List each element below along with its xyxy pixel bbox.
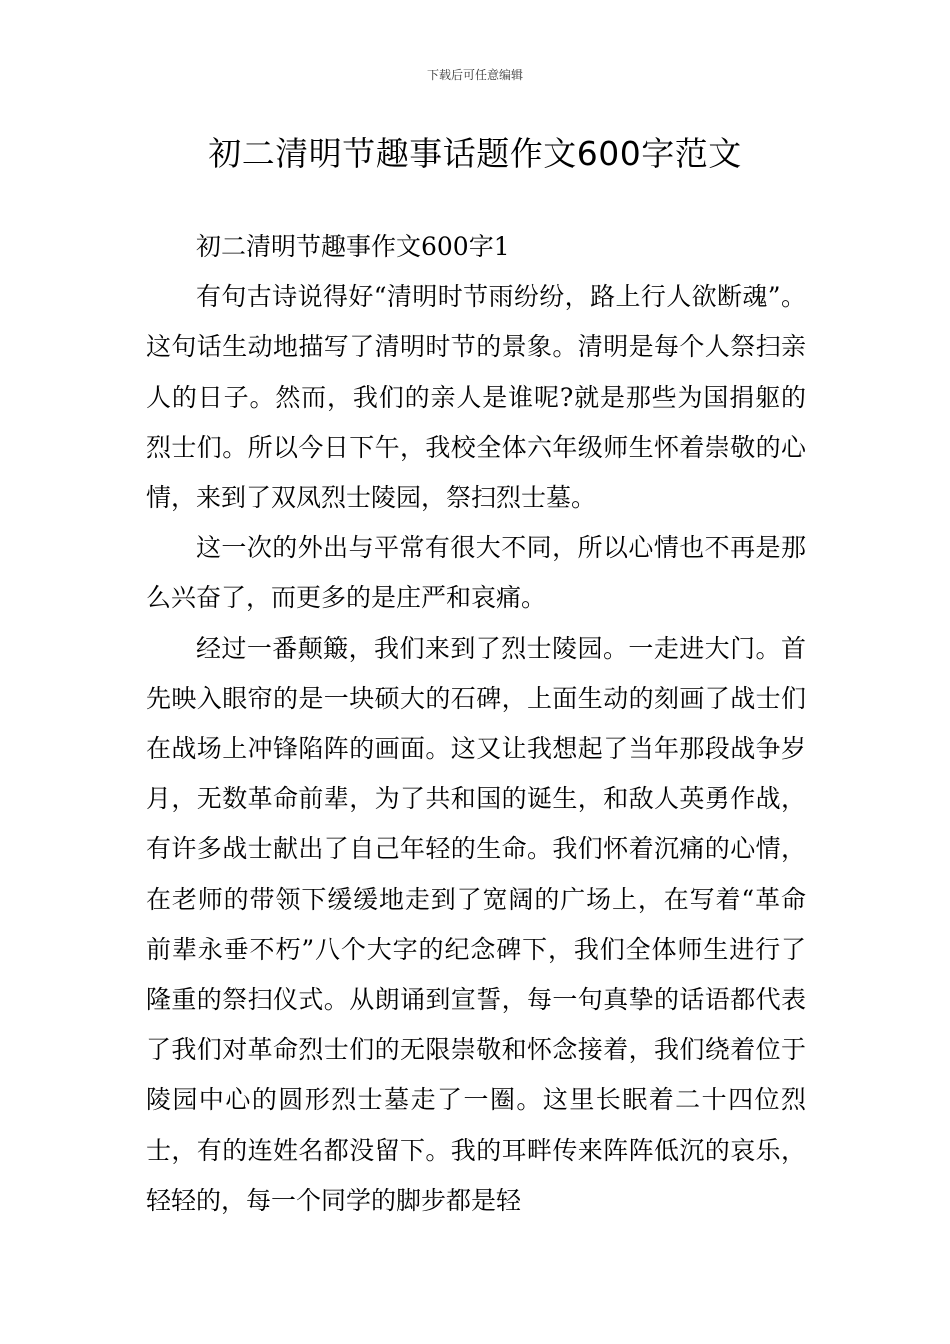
essay-subtitle: 初二清明节趣事作文600字1	[196, 232, 510, 261]
header-note: 下载后可任意编辑	[426, 68, 523, 82]
paragraph-1: 有句古诗说得好“清明时节雨纷纷，路上行人欲断魂”。这句话生动地描写了清明时节的景象。清明是每个人祭扫亲人的日子。然而，我们的亲人是谁呢?就是那些为国捐躯的烈士们。所以今日下午，我校全体六年级师生怀着崇敬的心情，来到了双凤烈士陵园，祭扫烈士墓。	[146, 282, 806, 513]
paragraph-2: 这一次的外出与平常有很大不同，所以心情也不再是那么兴奋了，而更多的是庄严和哀痛。	[146, 533, 806, 613]
paragraph-3: 经过一番颠簸，我们来到了烈士陵园。一走进大门。首先映入眼帘的是一块硕大的石碑，上面生动的刻画了战士们在战场上冲锋陷阵的画面。这又让我想起了当年那段战争岁月，无数革命前辈，为了共和国的诞生，和敌人英勇作战，有许多战士献出了自己年轻的生命。我们怀着沉痛的心情，在老师的带领下缓缓地走到了宽阔的广场上，在写着“革命前辈永垂不朽”八个大字的纪念碑下，我们全体师生进行了隆重的祭扫仪式。从朗诵到宣誓，每一句真挚的话语都代表了我们对革命烈士们的无限崇敬和怀念接着，我们绕着位于陵园中心的圆形烈士墓走了一圈。这里长眠着二十四位烈士，有的连姓名都没留下。我的耳畔传来阵阵低沉的哀乐，轻轻的，每一个同学的脚步都是轻	[146, 633, 806, 1215]
document-body	[146, 222, 806, 1226]
document-title: 初二清明节趣事话题作文600字范文	[208, 134, 742, 173]
